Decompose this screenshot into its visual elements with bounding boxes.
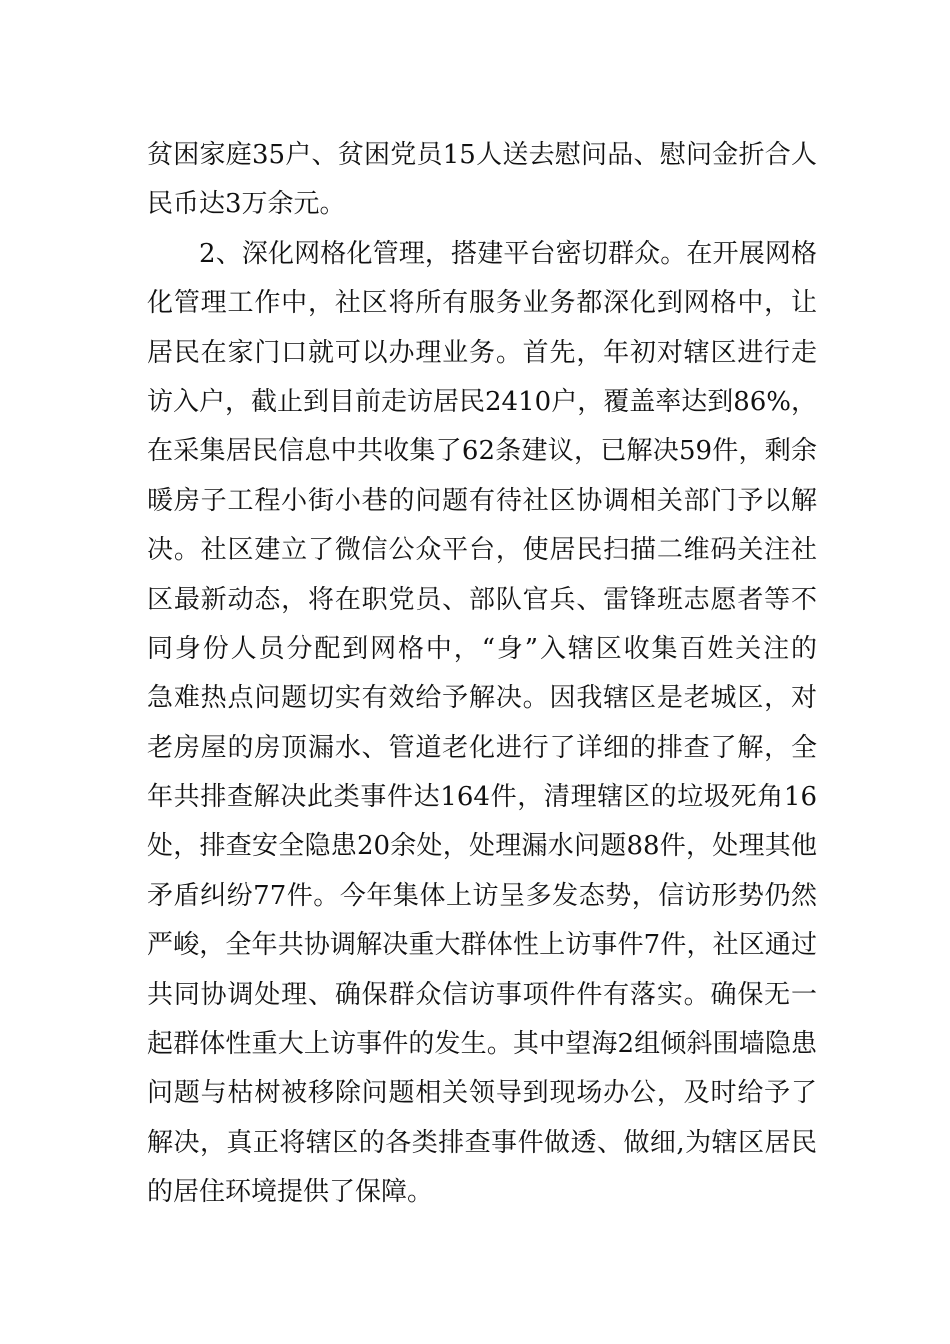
text-line: 访入户，截止到目前走访居民2410户，覆盖率达到86%， — [147, 386, 817, 417]
text-line: 民币达3万余元。 — [147, 189, 346, 220]
text-line: 急难热点问题切实有效给予解决。因我辖区是老城区，对 — [147, 683, 817, 714]
text-line: 居民在家门口就可以办理业务。首先，年初对辖区进行走 — [147, 337, 817, 368]
paragraph-2 — [147, 230, 817, 1218]
text-line: 化管理工作中，社区将所有服务业务都深化到网格中，让 — [147, 288, 817, 319]
text-line: 共同协调处理、确保群众信访事项件件有落实。确保无一 — [147, 979, 817, 1010]
text-line: 在采集居民信息中共收集了62条建议，已解决59件，剩余 — [147, 436, 817, 467]
body-text — [147, 131, 817, 1218]
text-line: 处，排查安全隐患20余处，处理漏水问题88件，处理其他 — [147, 831, 817, 862]
text-line: 起群体性重大上访事件的发生。其中望海2组倾斜围墙隐患 — [147, 1029, 817, 1060]
text-line: 老房屋的房顶漏水、管道老化进行了详细的排查了解，全 — [147, 732, 817, 763]
text-line: 的居住环境提供了保障。 — [147, 1177, 434, 1208]
text-line: 严峻，全年共协调解决重大群体性上访事件7件，社区通过 — [147, 930, 817, 961]
text-line: 解决，真正将辖区的各类排查事件做透、做细,为辖区居民 — [147, 1127, 817, 1158]
text-line: 贫困家庭35户、贫困党员15人送去慰问品、慰问金折合人 — [147, 140, 817, 170]
text-line: 2、深化网格化管理，搭建平台密切群众。在开展网格 — [199, 238, 817, 269]
text-line: 矛盾纠纷77件。今年集体上访呈多发态势，信访形势仍然 — [147, 880, 817, 911]
paragraph-1 — [147, 131, 817, 230]
text-line: 区最新动态，将在职党员、部队官兵、雷锋班志愿者等不 — [147, 584, 817, 615]
text-line: 年共排查解决此类事件达164件，清理辖区的垃圾死角16 — [147, 782, 817, 813]
text-line: 问题与枯树被移除问题相关领导到现场办公，及时给予了 — [147, 1078, 817, 1109]
text-line: 决。社区建立了微信公众平台，使居民扫描二维码关注社 — [147, 535, 817, 566]
text-line: 暖房子工程小街小巷的问题有待社区协调相关部门予以解 — [147, 485, 817, 516]
text-line: 同身份人员分配到网格中，“身”入辖区收集百姓关注的 — [147, 633, 817, 664]
